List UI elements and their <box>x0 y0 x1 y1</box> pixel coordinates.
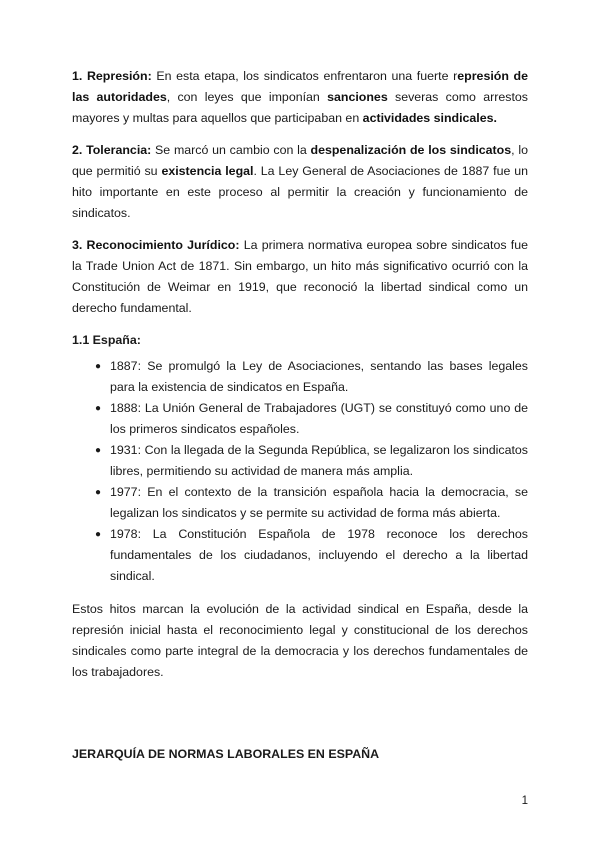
paragraph-conclusion: Estos hitos marcan la evolución de la actividad sindical en España, desde la represión inicial hasta el reconocimiento legal y constitucional de los derechos sindicales como parte integral de la democracia y los derechos fundamentales de los trabajadores. <box>72 602 528 679</box>
document-body <box>72 66 528 683</box>
represion-bold-3: actividades sindicales. <box>362 111 497 125</box>
list-item-text: 1888: La Unión General de Trabajadores (UGT) se constituyó como uno de los primeros sindicatos españoles. <box>110 401 528 436</box>
list-item-text: 1977: En el contexto de la transición española hacia la democracia, se legalizan los sindicatos y se permite su actividad de forma más abierta. <box>110 485 528 520</box>
bullet-icon: ● <box>95 529 102 540</box>
bullet-icon: ● <box>95 403 102 414</box>
represion-heading: 1. Represión: <box>72 69 152 83</box>
represion-bold-1: epresión de las autoridades <box>72 69 529 104</box>
list-item <box>95 524 528 587</box>
bullet-icon: ● <box>95 361 102 372</box>
list-item-text: 1931: Con la llegada de la Segunda República, se legalizaron los sindicatos libres, permitiendo su actividad de manera más amplia. <box>110 443 528 478</box>
list-item-text: 1978: La Constitución Española de 1978 reconoce los derechos fundamentales de los ciudadanos, incluyendo el derecho a la libertad sindical. <box>110 527 528 583</box>
paragraph-represion <box>72 66 528 129</box>
reconocimiento-heading: 3. Reconocimiento Jurídico: <box>72 238 240 252</box>
tolerancia-text-3: . La Ley General de Asociaciones de 1887 fue un hito importante en este proceso al permitir la creación y funcionamiento de sindicatos. <box>72 164 529 220</box>
represion-bold-2: sanciones <box>327 90 388 104</box>
section-title: JERARQUÍA DE NORMAS LABORALES EN ESPAÑA <box>72 747 380 761</box>
paragraph-tolerancia <box>72 140 528 224</box>
reconocimiento-text: La primera normativa europea sobre sindicatos fue la Trade Union Act de 1871. Sin embargo, un hito más significativo ocurrió con la Constitución de Weimar en 1919, que reconoció la libertad sindical como un derecho fundamental. <box>72 238 528 315</box>
list-item-text: 1887: Se promulgó la Ley de Asociaciones, sentando las bases legales para la existencia de sindicatos en España. <box>110 359 528 394</box>
bullet-icon: ● <box>95 445 102 456</box>
tolerancia-bold-2: existencia legal <box>161 164 254 178</box>
paragraph-reconocimiento <box>72 235 528 319</box>
tolerancia-bold-1: despenalización de los sindicatos <box>310 143 512 157</box>
list-item <box>95 356 528 398</box>
represion-text-2: , con leyes que imponían <box>166 90 328 104</box>
list-item <box>95 440 528 482</box>
represion-text-1: En esta etapa, los sindicatos enfrentaron una fuerte r <box>151 69 458 83</box>
bullet-icon: ● <box>95 487 102 498</box>
tolerancia-text-2: , lo que permitió su <box>72 143 529 178</box>
hitos-list <box>72 356 528 587</box>
subsection-heading: 1.1 España: <box>72 333 141 347</box>
list-item <box>95 398 528 440</box>
tolerancia-text-1: Se marcó un cambio con la <box>151 143 311 157</box>
tolerancia-heading: 2. Tolerancia: <box>72 143 152 157</box>
represion-text-3: severas como arrestos mayores y multas para aquellos que participaban en <box>72 90 528 125</box>
page-number: 1 <box>521 795 528 807</box>
list-item <box>95 482 528 524</box>
